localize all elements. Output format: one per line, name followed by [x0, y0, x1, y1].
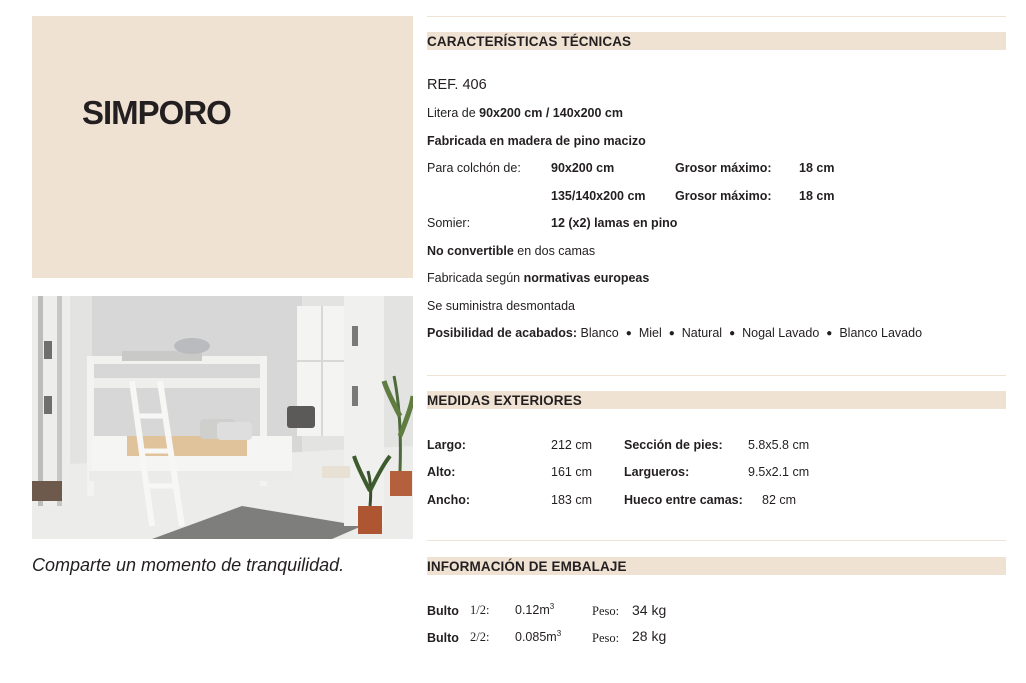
- bullet-separator: ●: [625, 328, 632, 339]
- slats-label: Somier:: [427, 216, 471, 230]
- finish-item: Blanco Lavado: [839, 326, 923, 340]
- dim-value-2: 82 cm: [762, 493, 797, 507]
- dim-value: 161 cm: [551, 465, 592, 479]
- section-title-specs: CARACTERÍSTICAS TÉCNICAS: [427, 34, 632, 49]
- mattress-thickness-label-2: Grosor máximo:: [675, 189, 772, 203]
- product-name-panel: [32, 16, 413, 278]
- package-volume-value: 0.12m: [515, 603, 550, 617]
- finish-item: Blanco: [580, 326, 619, 340]
- dim-value: 212 cm: [551, 438, 592, 452]
- divider: [427, 16, 1006, 17]
- dim-label-2: Sección de pies:: [624, 438, 723, 452]
- dim-label-2: Largueros:: [624, 465, 690, 479]
- package-index: 1/2:: [470, 603, 490, 617]
- package-volume-exponent: 3: [549, 601, 555, 611]
- package-weight-label: Peso:: [592, 631, 620, 645]
- dim-label-2: Hueco entre camas:: [624, 493, 743, 507]
- bed-sizes-prefix: Litera de: [427, 106, 480, 120]
- package-volume: [515, 630, 561, 644]
- package-label: Bulto: [427, 631, 459, 645]
- mattress-thickness-label-1: Grosor máximo:: [675, 161, 772, 175]
- package-label: Bulto: [427, 604, 459, 618]
- product-photo: [32, 296, 413, 539]
- package-index: 2/2:: [470, 630, 490, 644]
- section-title-packaging: INFORMACIÓN DE EMBALAJE: [427, 559, 627, 574]
- convertible-line: [427, 244, 595, 258]
- mattress-size-2: 135/140x200 cm: [551, 189, 646, 203]
- convertible-rest: en dos camas: [513, 244, 596, 258]
- dim-value-2: 9.5x2.1 cm: [748, 465, 810, 479]
- convertible-bold: No convertible: [427, 244, 514, 258]
- finish-item: Miel: [638, 326, 662, 340]
- dim-label: Ancho:: [427, 493, 471, 507]
- divider: [427, 540, 1006, 541]
- finish-item: Nogal Lavado: [742, 326, 820, 340]
- norms-bold: normativas europeas: [523, 271, 650, 285]
- dim-label: Largo:: [427, 438, 466, 452]
- material-line: Fabricada en madera de pino macizo: [427, 134, 646, 148]
- norms-line: [427, 271, 649, 285]
- divider: [427, 375, 1006, 376]
- tagline: Comparte un momento de tranquilidad.: [32, 555, 345, 575]
- bullet-separator: ●: [729, 328, 736, 339]
- mattress-thickness-2: 18 cm: [799, 189, 835, 203]
- bullet-separator: ●: [826, 328, 833, 339]
- package-weight-label: Peso:: [592, 604, 620, 618]
- bed-sizes: 90x200 cm / 140x200 cm: [479, 106, 623, 120]
- package-weight: 34 kg: [632, 602, 667, 618]
- delivery-line: Se suministra desmontada: [427, 299, 575, 313]
- bullet-separator: ●: [668, 328, 675, 339]
- package-weight: 28 kg: [632, 628, 667, 644]
- mattress-size-1: 90x200 cm: [551, 161, 615, 175]
- mattress-thickness-1: 18 cm: [799, 161, 835, 175]
- package-volume-exponent: 3: [556, 628, 562, 638]
- bed-sizes-line: [427, 106, 623, 120]
- package-volume-value: 0.085m: [515, 630, 557, 644]
- package-volume: [515, 603, 554, 617]
- product-name: SIMPORO: [82, 94, 231, 131]
- slats-value: 12 (x2) lamas en pino: [551, 216, 678, 230]
- mattress-label: Para colchón de:: [427, 161, 521, 175]
- section-title-dimensions: MEDIDAS EXTERIORES: [427, 393, 582, 408]
- dim-value: 183 cm: [551, 493, 592, 507]
- finishes-line: [427, 326, 922, 340]
- dim-value-2: 5.8x5.8 cm: [748, 438, 810, 452]
- finish-item: Natural: [681, 326, 723, 340]
- dim-label: Alto:: [427, 465, 456, 479]
- finishes-label: Posibilidad de acabados:: [427, 326, 578, 340]
- product-ref: REF. 406: [427, 77, 487, 93]
- norms-prefix: Fabricada según: [427, 271, 524, 285]
